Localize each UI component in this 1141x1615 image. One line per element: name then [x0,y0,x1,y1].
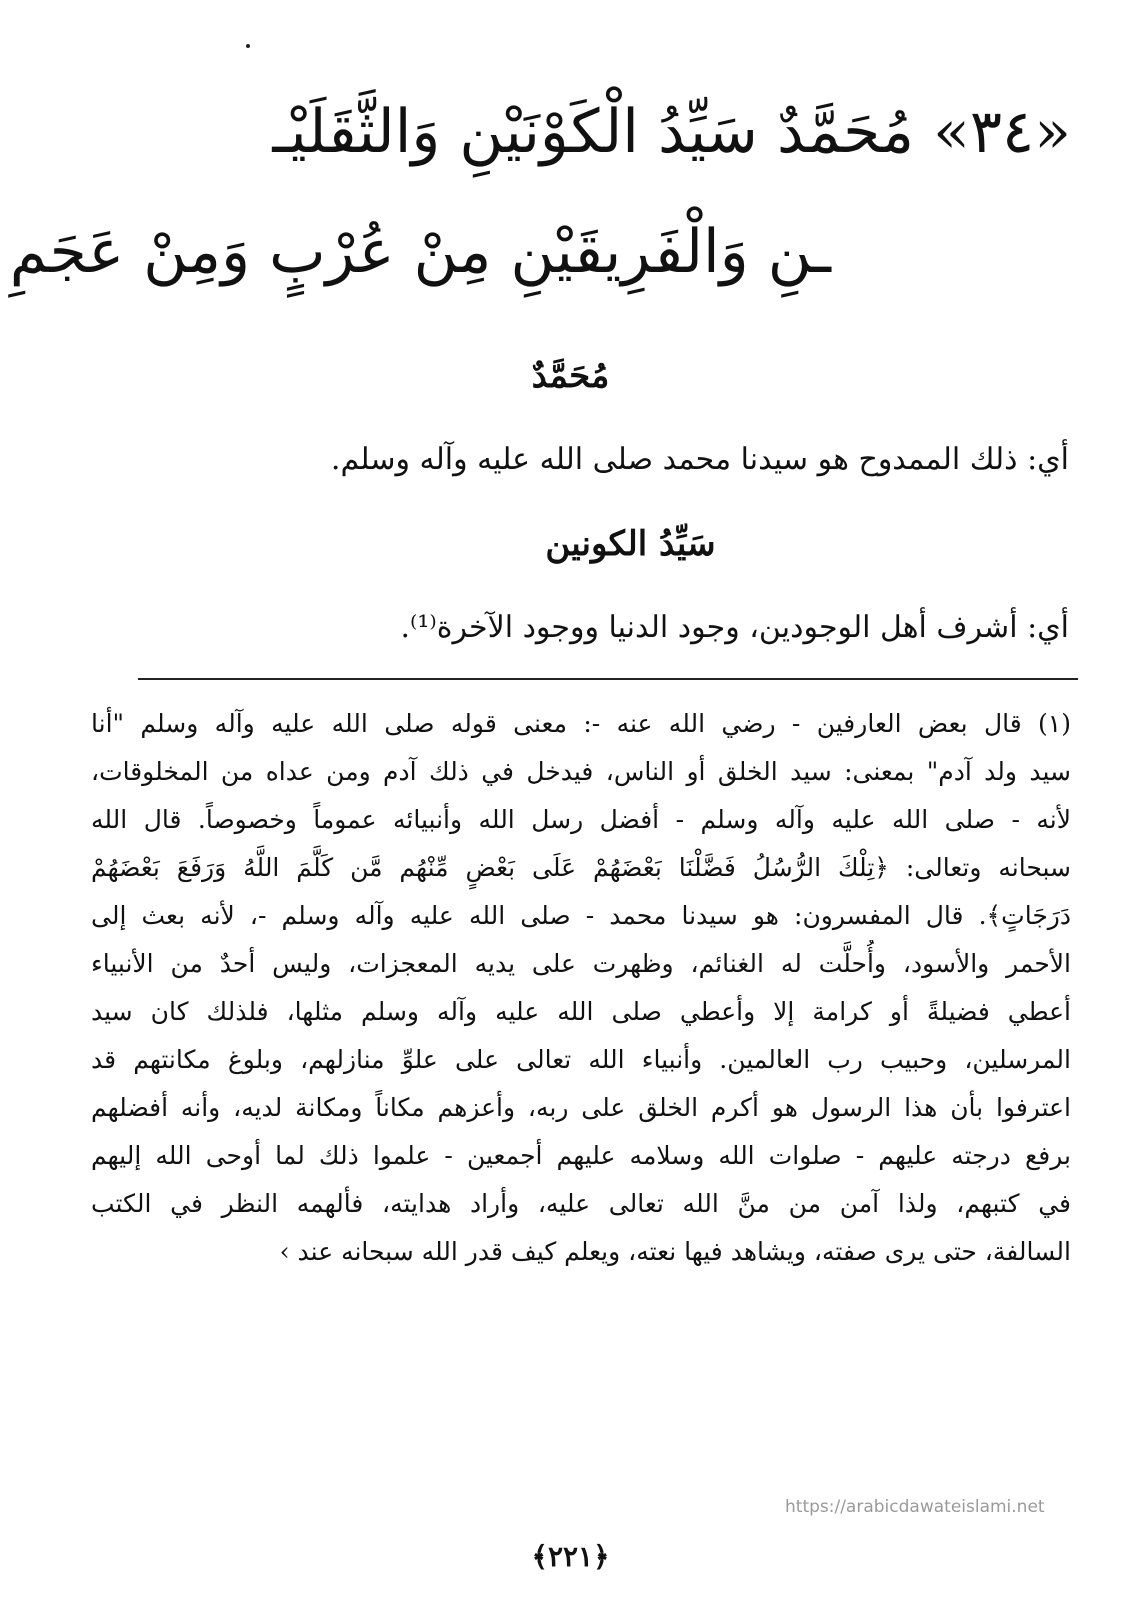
footnote-line: اعترفوا بأن هذا الرسول هو أكرم الخلق على ربه، وأعزهم مكاناً ومكانة لديه، وأنه أفضلهم [91,1093,1071,1122]
verse-line-2: ـنِ وَالْفَرِيقَيْنِ مِنْ عُرْبٍ وَمِنْ عَجَمِ [9,217,831,287]
footnote-line: في كتبهم، ولذا آمن من منَّ الله تعالى عليه، وأراد هدايته، فألهمه النظر في الكتب [91,1189,1071,1218]
explanation-2: أي: أشرف أهل الوجودين، وجود الدنيا ووجود الآخرة⁽¹⁾. [400,610,1069,645]
footnote-line: السالفة، حتى يرى صفته، ويشاهد فيها نعته، ويعلم كيف قدر الله سبحانه عند › [279,1237,1071,1266]
footnote-line: أعطي فضيلةً أو كرامة إلا وأعطي صلى الله عليه وآله وسلم مثلها، فلذلك كان سيد [91,997,1071,1026]
heading-muhammad: مُحَمَّدٌ [531,356,610,396]
footnote-line: (١) قال بعض العارفين - رضي الله عنه -: معنى قوله صلى الله عليه وآله وسلم "أنا [91,709,1071,738]
footnote-line: لأنه - صلى الله عليه وآله وسلم - أفضل رسل الله وأنبيائه عموماً وخصوصاً. قال الله [91,805,1071,834]
footnote-block [91,700,1071,1276]
verse-line-1: «٣٤» مُحَمَّدٌ سَيِّدُ الْكَوْنَيْنِ وَالثَّقَلَيْـ [272,97,1071,167]
source-watermark: https://arabicdawateislami.net [785,1497,1045,1517]
footnote-line: المرسلين، وحبيب رب العالمين. وأنبياء الله تعالى على علوِّ منازلهم، وبلوغ مكانتهم قد [91,1045,1071,1074]
footnote-line: سبحانه وتعالى: ﴿تِلْكَ الرُّسُلُ فَضَّلْنَا بَعْضَهُمْ عَلَى بَعْضٍ مِّنْهُم مَّن كَلَّمَ اللَّهُ وَرَفَعَ بَعْضَهُمْ [91,853,1071,882]
explanation-1: أي: ذلك الممدوح هو سيدنا محمد صلى الله عليه وآله وسلم. [330,442,1069,477]
footnote-line: برفع درجته عليهم - صلوات الله وسلامه عليهم أجمعين - علموا ذلك لما أوحى الله إليهم [91,1141,1071,1170]
heading-sayyid-al-kawnayn: سَيِّدُ الكونين [545,524,716,564]
footnote-line: الأحمر والأسود، وأُحلَّت له الغنائم، وظهرت على يديه المعجزات، وليس أحدٌ من الأنبياء [91,949,1071,978]
page-number: ﴿٢٢١﴾ [531,1540,610,1573]
footnote-divider [138,678,1078,680]
footnote-line: دَرَجَاتٍ﴾. قال المفسرون: هو سيدنا محمد - صلى الله عليه وآله وسلم -، لأنه بعث إلى [91,901,1071,930]
scan-speck [246,44,250,48]
footnote-line: سيد ولد آدم" بمعنى: سيد الخلق أو الناس، فيدخل في ذلك آدم ومن عداه من المخلوقات، [91,757,1071,786]
